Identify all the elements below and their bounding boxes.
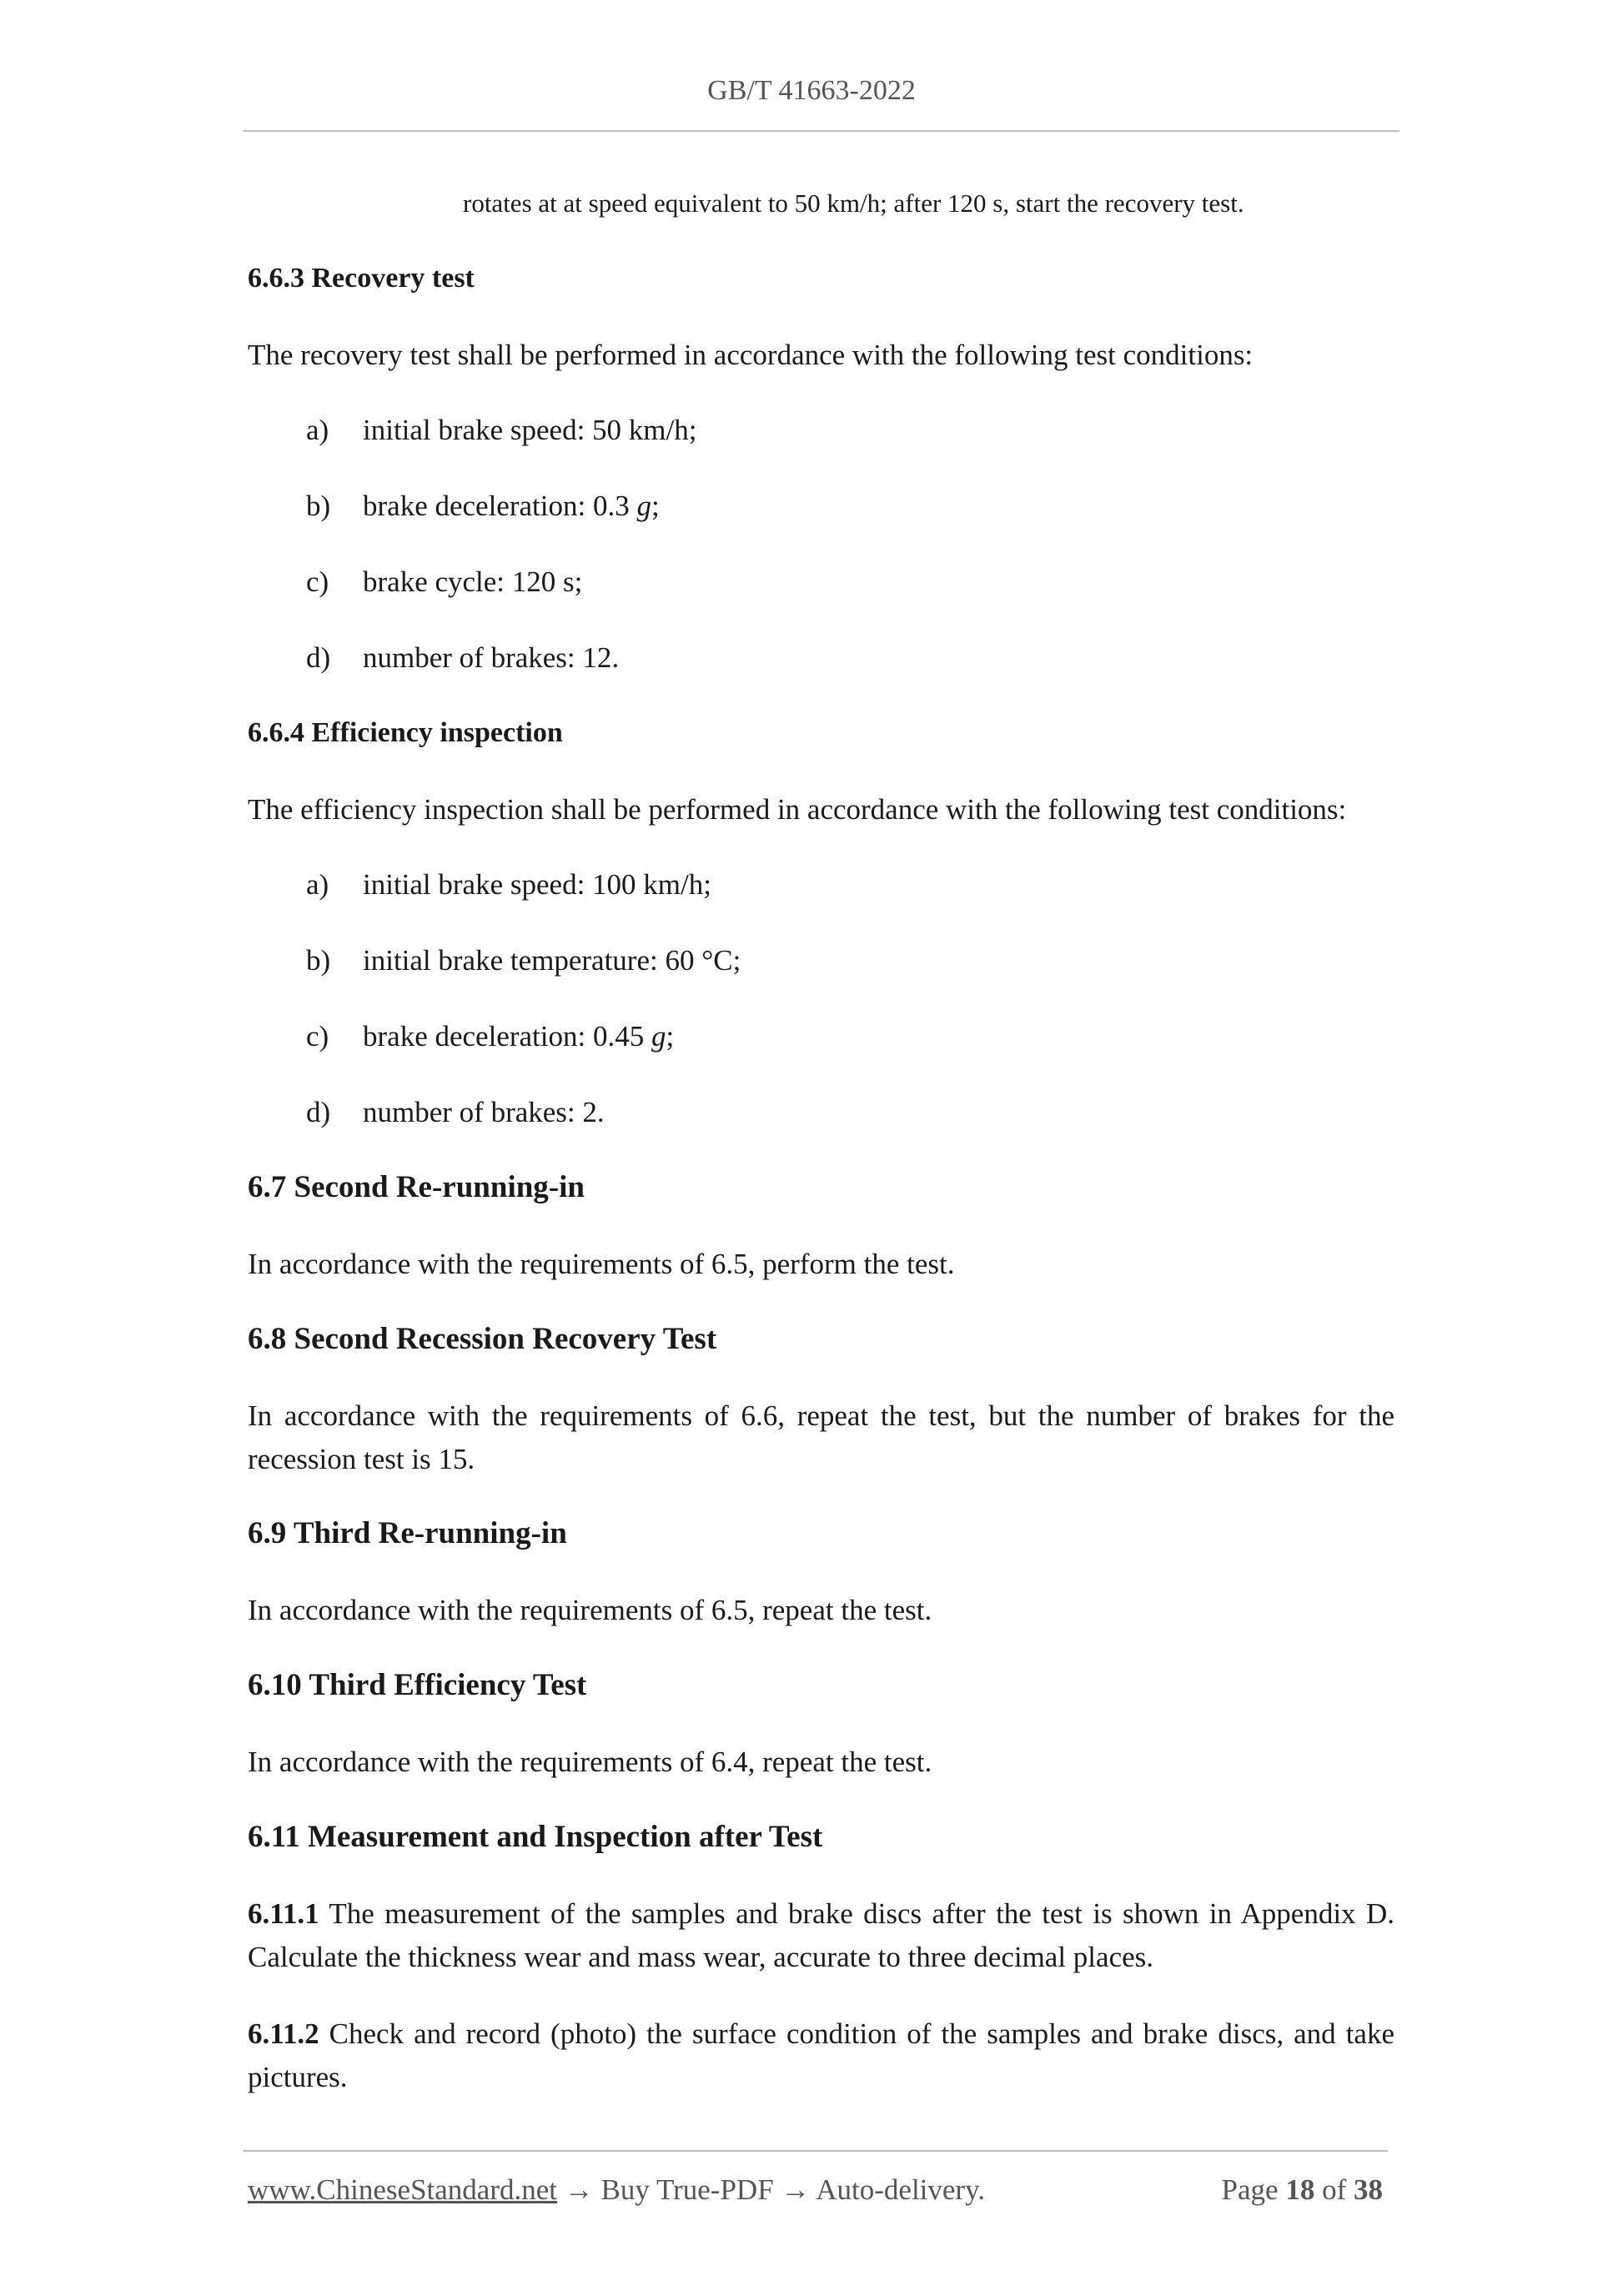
clause-number: 6.11.1 (248, 1897, 319, 1930)
heading-6-7: 6.7 Second Re-running-in (248, 1170, 585, 1204)
list-marker: a) (306, 868, 329, 901)
website-link[interactable]: www.ChineseStandard.net (248, 2173, 557, 2206)
list-text: brake deceleration: 0.45 (363, 1020, 651, 1053)
buy-pdf-text: Buy True-PDF (600, 2173, 774, 2206)
section-6-9-body: In accordance with the requirements of 6.5, repeat the test. (248, 1594, 932, 1626)
header-title: GB/T 41663-2022 (707, 75, 916, 106)
continuation-text: rotates at at speed equivalent to 50 km/h; after 120 s, start the recovery test. (463, 188, 1244, 218)
page-label: Page (1221, 2173, 1286, 2206)
list-text-suffix: ; (666, 1020, 675, 1053)
list-text: brake deceleration: 0.3 (363, 490, 637, 522)
clause-6-11-1 (248, 1892, 1394, 1979)
list-item (306, 411, 696, 450)
list-item (306, 1017, 674, 1056)
list-text: brake cycle: 120 s; (363, 565, 583, 598)
list-marker: a) (306, 414, 329, 446)
clause-6-11-2 (248, 2012, 1394, 2099)
list-text: number of brakes: 2. (363, 1096, 605, 1128)
section-6-8-body: In accordance with the requirements of 6.6, repeat the test, but the number of brakes for the recession test is 15. (248, 1399, 1394, 1475)
list-item (306, 639, 619, 677)
auto-delivery-text: Auto-delivery. (816, 2173, 986, 2206)
list-item (306, 1093, 605, 1132)
list-text-italic: g (636, 490, 651, 522)
page-total: 38 (1354, 2173, 1383, 2206)
section-6-7-body: In accordance with the requirements of 6.5, perform the test. (248, 1248, 955, 1280)
list-text-suffix: ; (651, 490, 660, 522)
list-item (306, 942, 741, 980)
clause-text: The measurement of the samples and brake discs after the test is shown in Appendix D. Calculate the thickness wear and mass wear, accurate to three decimal places. (248, 1897, 1394, 1973)
arrow-right-icon: → (773, 2173, 817, 2206)
footer-divider (244, 2150, 1388, 2152)
heading-6-11: 6.11 Measurement and Inspection after Test (248, 1820, 823, 1854)
recovery-intro: The recovery test shall be performed in accordance with the following test conditions: (248, 339, 1254, 371)
heading-6-8: 6.8 Second Recession Recovery Test (248, 1322, 717, 1356)
heading-6-10: 6.10 Third Efficiency Test (248, 1668, 587, 1702)
page-number: 18 (1285, 2173, 1315, 2206)
page-indicator (1222, 2172, 1383, 2208)
clause-number: 6.11.2 (248, 2017, 319, 2050)
list-text-italic: g (651, 1020, 666, 1053)
page-of-label: of (1314, 2173, 1354, 2206)
arrow-right-icon: → (557, 2173, 601, 2206)
heading-6-6-4: 6.6.4 Efficiency inspection (248, 717, 563, 748)
heading-6-9: 6.9 Third Re-running-in (248, 1516, 567, 1550)
list-marker: d) (306, 641, 331, 674)
list-text: initial brake temperature: 60 °C; (363, 944, 741, 977)
clause-text: Check and record (photo) the surface condition of the samples and brake discs, and take pictures. (248, 2017, 1394, 2093)
list-item (306, 563, 582, 601)
header-divider (244, 130, 1399, 132)
list-item (306, 866, 711, 904)
efficiency-intro: The efficiency inspection shall be performed in accordance with the following test conditions: (248, 793, 1347, 826)
list-marker: b) (306, 944, 331, 977)
list-marker: c) (306, 565, 329, 598)
list-marker: c) (306, 1020, 329, 1053)
list-item (306, 487, 660, 525)
footer-promo (248, 2172, 985, 2208)
section-6-10-body: In accordance with the requirements of 6.4, repeat the test. (248, 1746, 932, 1778)
list-text: initial brake speed: 100 km/h; (363, 868, 711, 901)
list-marker: b) (306, 490, 331, 522)
list-text: number of brakes: 12. (363, 641, 620, 674)
list-marker: d) (306, 1096, 331, 1128)
list-text: initial brake speed: 50 km/h; (363, 414, 697, 446)
heading-6-6-3: 6.6.3 Recovery test (248, 263, 475, 294)
